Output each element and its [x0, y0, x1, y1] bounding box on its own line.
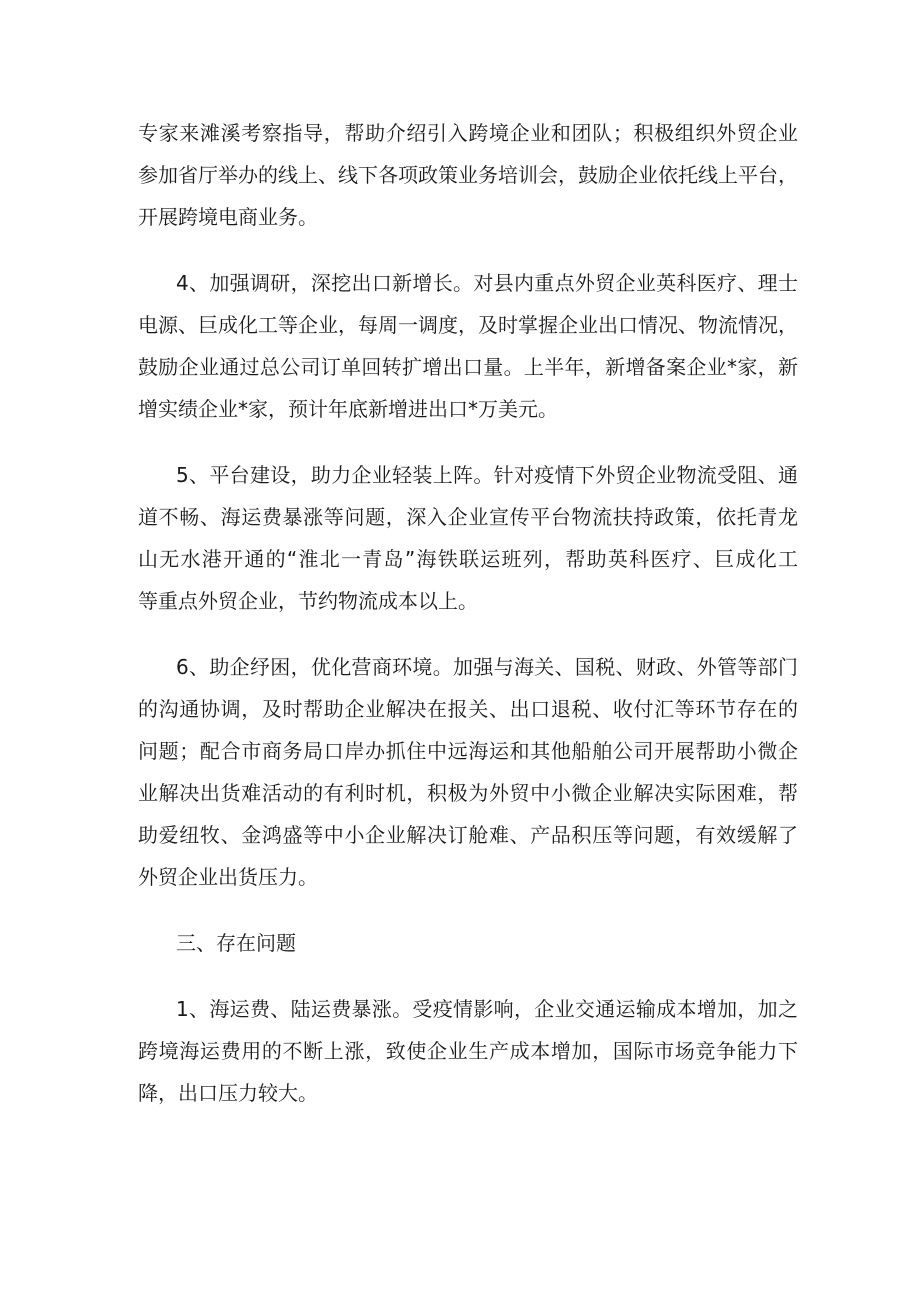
text-line: 等重点外贸企业，节约物流成本以上。 — [138, 589, 478, 613]
text-line: 6、助企纾困，优化营商环境。加强与海关、国税、财政、外管等部门 — [176, 655, 798, 679]
paragraph-problem-1 — [138, 988, 798, 1114]
text-line: 跨境海运费用的不断上涨，致使企业生产成本增加，国际市场竞争能力下 — [138, 1039, 798, 1063]
text-line: 的沟通协调，及时帮助企业解决在报关、出口退税、收付汇等环节存在的 — [138, 697, 798, 721]
paragraph-intro-continuation — [138, 112, 798, 238]
text-line: 4、加强调研，深挖出口新增长。对县内重点外贸企业英科医疗、理士 — [176, 271, 798, 295]
text-line: 鼓励企业通过总公司订单回转扩增出口量。上半年，新增备案企业*家，新 — [138, 355, 798, 379]
text-line: 5、平台建设，助力企业轻装上阵。针对疫情下外贸企业物流受阻、通 — [176, 463, 798, 487]
text-line: 外贸企业出货压力。 — [138, 865, 318, 889]
paragraph-item-4 — [138, 262, 798, 430]
text-line: 助爱纽牧、金鸿盛等中小企业解决订舱难、产品积压等问题，有效缓解了 — [138, 823, 798, 847]
text-line: 山无水港开通的“淮北一青岛”海铁联运班列，帮助英科医疗、巨成化工 — [138, 547, 798, 571]
text-line: 参加省厅举办的线上、线下各项政策业务培训会，鼓励企业依托线上平台， — [138, 163, 798, 187]
paragraph-item-6 — [138, 646, 798, 898]
text-line: 开展跨境电商业务。 — [138, 205, 318, 229]
text-line: 降，出口压力较大。 — [138, 1081, 318, 1105]
text-line: 电源、巨成化工等企业，每周一调度，及时掌握企业出口情况、物流情况， — [138, 313, 798, 337]
section-heading-problems — [138, 922, 798, 964]
text-line: 1、海运费、陆运费暴涨。受疫情影响，企业交通运输成本增加，加之 — [176, 997, 798, 1021]
text-line: 问题；配合市商务局口岸办抓住中远海运和其他船舶公司开展帮助小微企 — [138, 739, 798, 763]
text-line: 增实绩企业*家，预计年底新增进出口*万美元。 — [138, 397, 558, 421]
document-body — [138, 112, 798, 1138]
heading-text: 三、存在问题 — [176, 931, 296, 955]
text-line: 道不畅、海运费暴涨等问题，深入企业宣传平台物流扶持政策，依托青龙 — [138, 505, 798, 529]
text-line: 专家来滩溪考察指导，帮助介绍引入跨境企业和团队；积极组织外贸企业 — [138, 121, 798, 145]
text-line: 业解决出货难活动的有利时机，积极为外贸中小微企业解决实际困难，帮 — [138, 781, 798, 805]
paragraph-item-5 — [138, 454, 798, 622]
